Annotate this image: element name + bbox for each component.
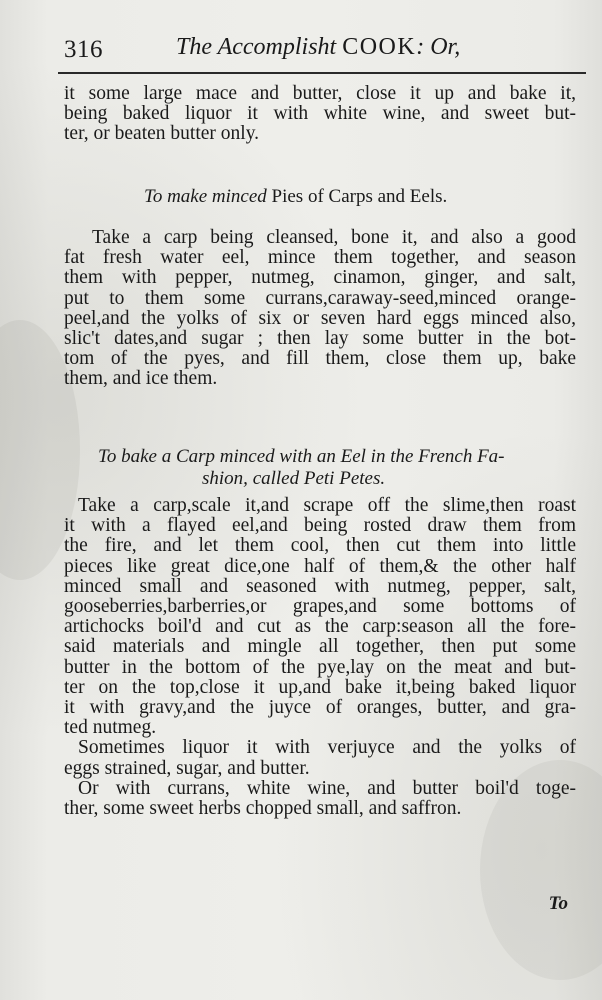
recipe-heading [144, 186, 447, 208]
text-line: tom of the pyes, and fill them, close them up, bake [64, 349, 576, 370]
text-line: ter, or beaten butter only. [64, 124, 260, 145]
page-header [64, 26, 584, 76]
recipe-paragraph [64, 228, 576, 390]
text-line: slic't dates,and sugar ; then lay some butter in the bot- [64, 329, 576, 350]
text-line: put to them some currans,caraway-seed,minced orange- [64, 288, 576, 309]
text-line: fat fresh water eel, mince them together, and season [64, 248, 576, 269]
text-line: ter on the top,close it up,and bake it,being baked liquor [64, 677, 576, 698]
recipe-heading-italic: shion, [202, 468, 248, 489]
text-line: being baked liquor it with white wine, and sweet but- [64, 104, 576, 125]
continuation-paragraph [64, 84, 576, 145]
text-line: them with pepper, nutmeg, cinamon, ginger, and salt, [64, 268, 576, 289]
recipe-heading-continued [202, 468, 385, 490]
text-line: it with a flayed eel,and being rosted draw them from [64, 516, 576, 537]
running-head-italic: The Accomplisht [176, 34, 337, 60]
text-line: them, and ice them. [64, 369, 218, 390]
running-head-caps: COOK [342, 34, 417, 60]
text-line: ted nutmeg. [64, 718, 157, 739]
text-line: butter in the bottom of the pye,lay on the meat and but- [64, 657, 576, 678]
recipe-heading-roman: Pies of Carps and Eels. [271, 186, 448, 207]
recipe-heading-italic: To bake a Carp minced with an Eel in the French Fa- [98, 446, 505, 467]
text-line: ther, some sweet herbs chopped small, and saffron. [64, 799, 462, 820]
text-line: it with gravy,and the juyce of oranges, butter, and gra- [64, 698, 576, 719]
text-line: Sometimes liquor it with verjuyce and the yolks of [78, 738, 576, 759]
recipe-heading-italic: To make minced [144, 186, 267, 207]
text-line: the fire, and let them cool, then cut them into little [64, 536, 576, 557]
text-line: peel,and the yolks of six or seven hard eggs minced also, [64, 308, 576, 329]
text-line: Take a carp being cleansed, bone it, and also a good [92, 228, 576, 248]
recipe-heading-italic: called Peti Petes. [252, 468, 386, 489]
text-line: Or with currans, white wine, and butter boil'd toge- [78, 778, 576, 799]
recipe-heading [98, 446, 505, 468]
text-line: gooseberries,barberries,or grapes,and some bottoms of [64, 597, 576, 618]
text-line: eggs strained, sugar, and butter. [64, 758, 310, 779]
text-line: it some large mace and butter, close it up and bake it, [64, 84, 576, 104]
recipe-paragraph [64, 496, 576, 819]
running-head-tail: : Or, [416, 34, 461, 60]
page-number: 316 [64, 36, 103, 63]
header-rule [58, 72, 586, 74]
text-line: minced small and seasoned with nutmeg, pepper, salt, [64, 576, 576, 597]
text-line: Take a carp,scale it,and scrape off the slime,then roast [78, 496, 576, 516]
catchword: To [548, 893, 568, 914]
text-line: said materials and mingle all together, then put some [64, 637, 576, 658]
text-line: pieces like great dice,one half of them,& the other half [64, 556, 576, 577]
text-line: artichocks boil'd and cut as the carp:season all the fore- [64, 617, 576, 638]
running-head [176, 34, 460, 61]
